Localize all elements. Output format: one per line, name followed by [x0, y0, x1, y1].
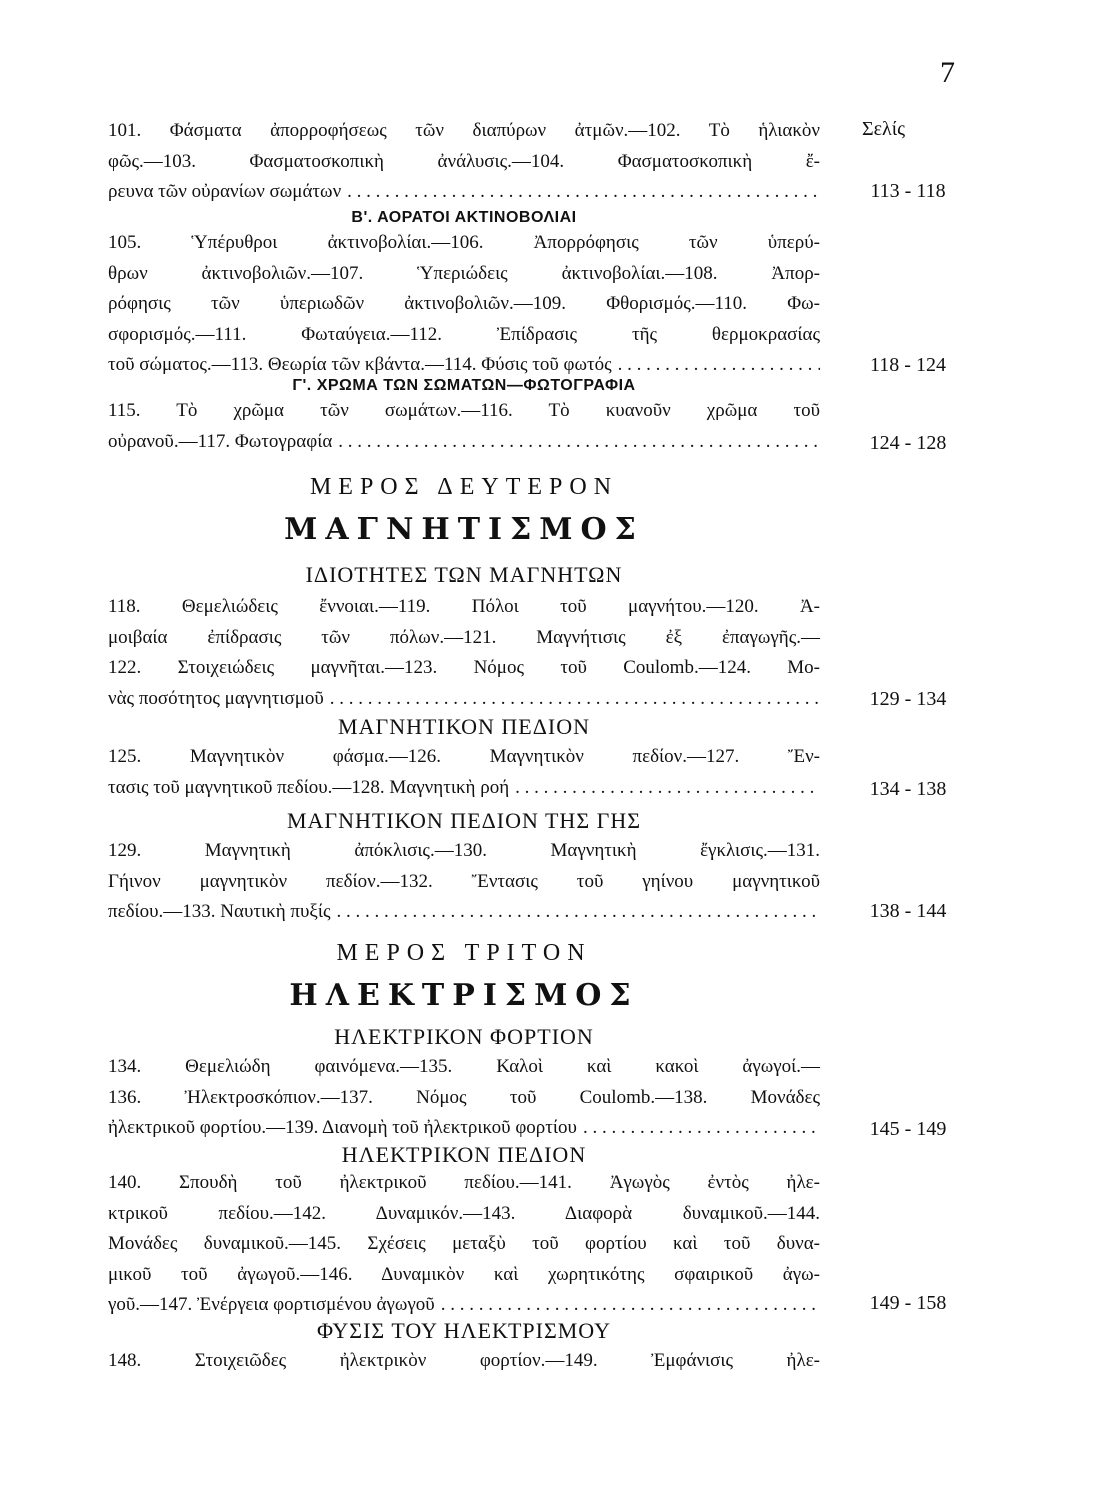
- toc-entry: 140. Σπουδὴ τοῦ ἠλεκτρικοῦ πεδίου.—141. Ἀγωγὸς ἐντὸς ἠλε- κτρικοῦ πεδίου.—142. Δυναμικόν.—143. Διαφορὰ δυναμικοῦ.—144. Μονάδες δυναμικοῦ.—145. Σχέσεις μεταξὺ τοῦ φορτίου καὶ τοῦ δυνα- μικοῦ τοῦ ἀγωγοῦ.—146. Δυναμικὸν καὶ χωρητικότης σφαιρικοῦ ἀγω- γοῦ.—147. Ἐνέργεια φορτισμένου ἀγωγοῦ . . .: [108, 1168, 820, 1321]
- section-heading: ΜΑΓΝΗΤΙΚΟΝ ΠΕΔΙΟΝ ΤΗΣ ΓΗΣ: [286, 808, 642, 833]
- page-range: 124 - 128: [869, 432, 947, 454]
- page-range: 149 - 158: [869, 1292, 947, 1314]
- chapter-title: ΗΛΕΚΤΡΙΣΜΟΣ: [289, 978, 639, 1013]
- subsection-heading: Β'. ΑΟΡΑΤΟΙ ΑΚΤΙΝΟΒΟΛΙΑΙ: [351, 209, 577, 226]
- page-range: 129 - 134: [869, 688, 947, 710]
- toc-entry: 134. Θεμελιώδη φαινόμενα.—135. Καλοὶ καὶ κακοὶ ἀγωγοί.— 136. Ἠλεκτροσκόπιον.—137. Νόμος τοῦ Coulomb.—138. Μονάδες ἠλεκτρικοῦ φορτίου.—139. Διανομὴ τοῦ ἠλεκτρικοῦ φορτίου . . .: [108, 1052, 820, 1144]
- toc-entry: 129. Μαγνητικὴ ἀπόκλισις.—130. Μαγνητικὴ ἔγκλισις.—131. Γήινον μαγνητικὸν πεδίον.—132. Ἔντασις τοῦ γηίνου μαγνητικοῦ πεδίου.—133. Ναυτικὴ πυξίς . . .: [108, 836, 820, 928]
- section-heading: ΜΑΓΝΗΤΙΚΟΝ ΠΕΔΙΟΝ: [338, 714, 590, 739]
- page-number: 7: [940, 56, 955, 89]
- section-heading: ΗΛΕΚΤΡΙΚΟΝ ΦΟΡΤΙΟΝ: [334, 1024, 594, 1049]
- subsection-heading: Γ'. ΧΡΩΜΑ ΤΩΝ ΣΩΜΑΤΩΝ—ΦΩΤΟΓΡΑΦΙΑ: [292, 377, 636, 394]
- toc-entry: 101. Φάσματα ἀπορροφήσεως τῶν διαπύρων ἀτμῶν.—102. Τὸ ἡλιακὸν φῶς.—103. Φασματοσκοπικὴ ἀνάλυσις.—104. Φασματοσκοπικὴ ἔ- ρευνα τῶν οὐρανίων σωμάτων . . .: [108, 116, 820, 208]
- chapter-title: ΜΑΓΝΗΤΙΣΜΟΣ: [284, 512, 644, 547]
- page-range: 145 - 149: [869, 1118, 947, 1140]
- section-heading: ΗΛΕΚΤΡΙΚΟΝ ΠΕΔΙΟΝ: [341, 1142, 587, 1167]
- part-title: ΜΕΡΟΣ ΤΡΙΤΟΝ: [336, 940, 592, 966]
- toc-entry: 105. Ὑπέρυθροι ἀκτινοβολίαι.—106. Ἀπορρόφησις τῶν ὑπερύ- θρων ἀκτινοβολιῶν.—107. Ὑπεριώδεις ἀκτινοβολίαι.—108. Ἀπορ- ρόφησις τῶν ὑπεριωδῶν ἀκτινοβολιῶν.—109. Φθορισμός.—110. Φω- σφορισμός.—111. Φωταύγεια.—112. Ἐπίδρασις τῆς θερμοκρασίας τοῦ σώματος.—113. Θεωρία τῶν κβάντα.—114. Φύσις τοῦ φωτός . . .: [108, 228, 820, 381]
- toc-entry: 148. Στοιχειῶδες ἠλεκτρικὸν φορτίον.—149. Ἐμφάνισις ἠλε-: [108, 1350, 820, 1371]
- toc-entry: 125. Μαγνητικὸν φάσμα.—126. Μαγνητικὸν πεδίον.—127. Ἔν- τασις τοῦ μαγνητικοῦ πεδίου.—128. Μαγνητικὴ ροή . . .: [108, 742, 820, 803]
- part-title: ΜΕΡΟΣ ΔΕΥΤΕΡΟΝ: [309, 474, 619, 500]
- toc-entry: 118. Θεμελιώδεις ἔννοιαι.—119. Πόλοι τοῦ μαγνήτου.—120. Ἀ- μοιβαία ἐπίδρασις τῶν πόλων.—121. Μαγνήτισις ἐξ ἐπαγωγῆς.— 122. Στοιχειώδεις μαγνῆται.—123. Νόμος τοῦ Coulomb.—124. Μο- νὰς ποσότητος μαγνητισμοῦ . . .: [108, 592, 820, 714]
- section-heading: ΙΔΙΟΤΗΤΕΣ ΤΩΝ ΜΑΓΝΗΤΩΝ: [305, 562, 623, 587]
- page-range: 138 - 144: [869, 900, 947, 922]
- page-range: 118 - 124: [870, 354, 946, 376]
- page-range: 113 - 118: [870, 180, 946, 202]
- toc-entry: 115. Τὸ χρῶμα τῶν σωμάτων.—116. Τὸ κυανοῦν χρῶμα τοῦ οὐρανοῦ.—117. Φωτογραφία . . .: [108, 396, 820, 457]
- section-heading: ΦΥΣΙΣ ΤΟΥ ΗΛΕΚΤΡΙΣΜΟΥ: [316, 1318, 611, 1343]
- page-range: 134 - 138: [869, 778, 947, 800]
- pages-column-label: Σελίς: [862, 118, 906, 140]
